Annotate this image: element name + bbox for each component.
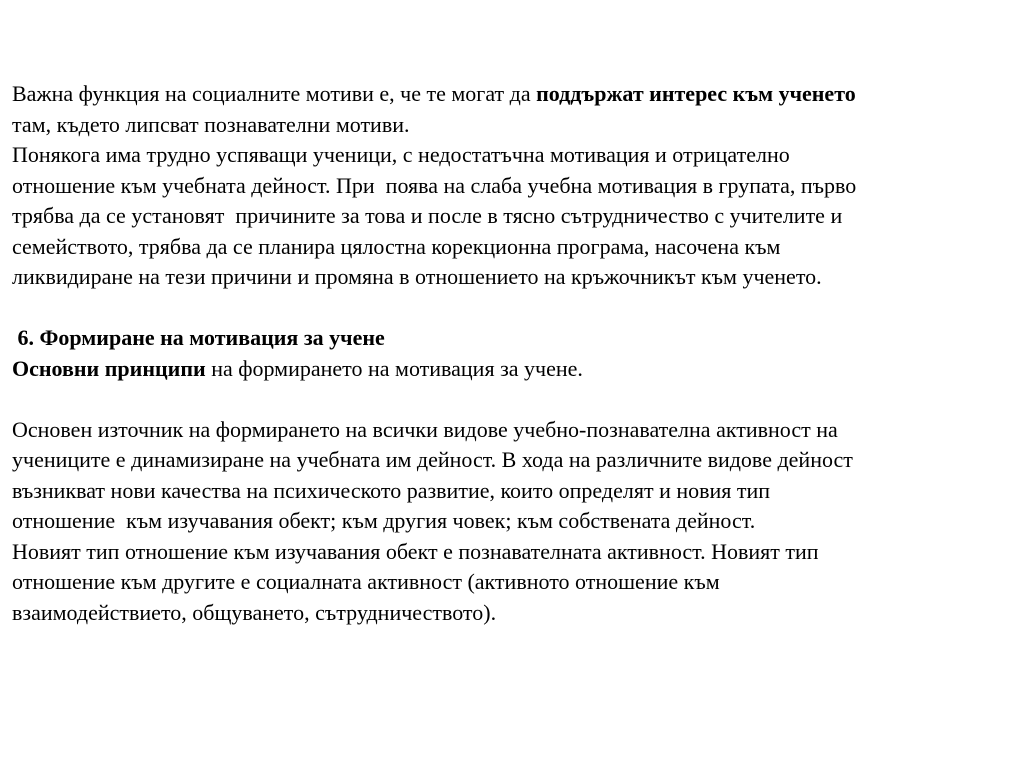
principles-text: на формирането на мотивация за учене. (205, 355, 583, 381)
social-motives-text: Важна функция на социалните мотиви е, че те могат да (12, 81, 537, 106)
paragraph-2-line-1: Понякога има трудно успяващи ученици, с недостатъчна мотивация и отрицателно (12, 142, 790, 167)
spacer (12, 293, 1017, 324)
paragraph-1-line-1 (12, 79, 1017, 110)
paragraph-1-line-2: там, където липсват познавателни мотиви. (12, 111, 410, 137)
paragraph-4-line-2: отношение към другите е социалната активност (активното отношение към (12, 569, 720, 594)
slide-text-body (12, 79, 1017, 628)
paragraph-2-line-5: ликвидиране на тези причини и промяна в отношението на кръжочникът към ученето. (12, 264, 822, 289)
spacer (12, 384, 1017, 415)
paragraph-3-line-1: Основен източник на формирането на всички видове учебно-познавателна активност на (12, 416, 838, 442)
paragraph-2-line-3: трябва да се установят причините за това и после в тясно сътрудничество с учителите и (12, 203, 843, 228)
paragraph-2-line-2: отношение към учебната дейност. При поява на слаба учебна мотивация в групата, първо (12, 172, 857, 198)
paragraph-3-line-4: отношение към изучавания обект; към другия човек; към собствената дейност. (12, 508, 756, 533)
paragraph-2-line-4: семейството, трябва да се планира цялостна корекционна програма, насочена към (12, 233, 781, 259)
paragraph-3-line-3: възникват нови качества на психическото развитие, които определят и новия тип (12, 477, 771, 503)
interest-emphasis: поддържат интерес към ученето (536, 81, 856, 106)
principles-label: Основни принципи (12, 355, 206, 381)
paragraph-4-line-1: Новият тип отношение към изучавания обект е познавателната активност. Новият тип (12, 538, 819, 564)
paragraph-3-line-2: учениците е динамизиране на учебната им дейност. В хода на различните видове дейност (12, 447, 853, 472)
section-heading: 6. Формиране на мотивация за учене (12, 325, 385, 350)
paragraph-4-line-3: взаимодействието, общуването, сътрудничеството). (12, 599, 497, 625)
principles-line (12, 354, 1017, 385)
